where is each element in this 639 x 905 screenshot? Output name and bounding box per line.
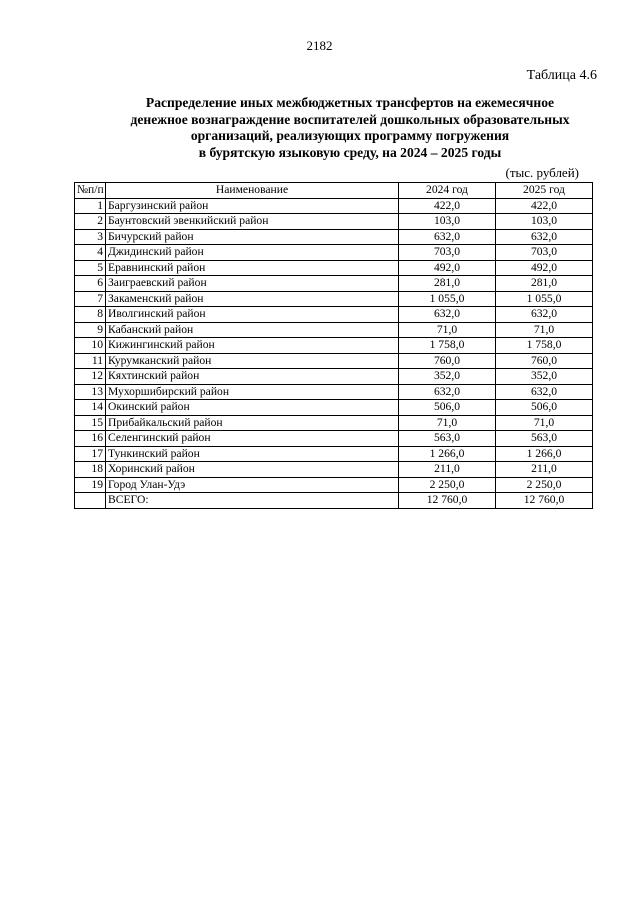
row-number: 6 [75, 276, 106, 292]
row-value-2025: 632,0 [496, 229, 593, 245]
row-name: Город Улан-Удэ [106, 477, 399, 493]
row-name: Заиграевский район [106, 276, 399, 292]
table-row [75, 198, 593, 214]
row-value-2024: 1 758,0 [399, 338, 496, 354]
row-value-2025: 2 250,0 [496, 477, 593, 493]
row-value-2024: 492,0 [399, 260, 496, 276]
table-row [75, 384, 593, 400]
row-name: Окинский район [106, 400, 399, 416]
title-line: денежное вознаграждение воспитателей дошкольных образовательных [130, 111, 570, 127]
row-value-2024: 563,0 [399, 431, 496, 447]
row-value-2024: 506,0 [399, 400, 496, 416]
row-name: Иволгинский район [106, 307, 399, 323]
row-number: 19 [75, 477, 106, 493]
row-value-2025: 352,0 [496, 369, 593, 385]
row-value-2025: 632,0 [496, 384, 593, 400]
row-value-2024: 352,0 [399, 369, 496, 385]
row-value-2025: 703,0 [496, 245, 593, 261]
row-name: Баргузинский район [106, 198, 399, 214]
row-value-2025: 71,0 [496, 322, 593, 338]
total-row [75, 493, 593, 509]
row-value-2025: 211,0 [496, 462, 593, 478]
row-value-2024: 422,0 [399, 198, 496, 214]
row-value-2025: 12 760,0 [496, 493, 593, 509]
row-number: 16 [75, 431, 106, 447]
row-name: Селенгинский район [106, 431, 399, 447]
row-value-2024: 2 250,0 [399, 477, 496, 493]
row-value-2024: 632,0 [399, 229, 496, 245]
row-name: Курумканский район [106, 353, 399, 369]
row-name: Закаменский район [106, 291, 399, 307]
row-name: Кабанский район [106, 322, 399, 338]
row-value-2025: 281,0 [496, 276, 593, 292]
row-number: 15 [75, 415, 106, 431]
header-number: №п/п [75, 183, 106, 199]
header-name: Наименование [106, 183, 399, 199]
row-number: 10 [75, 338, 106, 354]
row-value-2025: 1 758,0 [496, 338, 593, 354]
row-name: ВСЕГО: [106, 493, 399, 509]
header-2025: 2025 год [496, 183, 593, 199]
row-value-2024: 632,0 [399, 307, 496, 323]
row-number: 1 [75, 198, 106, 214]
row-name: Джидинский район [106, 245, 399, 261]
document-title [90, 95, 610, 161]
row-value-2024: 211,0 [399, 462, 496, 478]
header-2024: 2024 год [399, 183, 496, 199]
table-row [75, 291, 593, 307]
row-name: Еравнинский район [106, 260, 399, 276]
row-number: 14 [75, 400, 106, 416]
row-number: 18 [75, 462, 106, 478]
table-header-row [75, 183, 593, 199]
row-number: 4 [75, 245, 106, 261]
row-value-2024: 632,0 [399, 384, 496, 400]
row-value-2024: 1 055,0 [399, 291, 496, 307]
table-row [75, 477, 593, 493]
row-name: Баунтовский эвенкийский район [106, 214, 399, 230]
row-name: Кяхтинский район [106, 369, 399, 385]
table-row [75, 369, 593, 385]
row-number: 7 [75, 291, 106, 307]
row-number: 9 [75, 322, 106, 338]
row-value-2025: 103,0 [496, 214, 593, 230]
row-value-2025: 1 055,0 [496, 291, 593, 307]
table-row [75, 307, 593, 323]
row-value-2025: 506,0 [496, 400, 593, 416]
row-name: Хоринский район [106, 462, 399, 478]
row-value-2024: 1 266,0 [399, 446, 496, 462]
row-name: Тункинский район [106, 446, 399, 462]
row-number: 11 [75, 353, 106, 369]
row-number: 3 [75, 229, 106, 245]
row-value-2025: 422,0 [496, 198, 593, 214]
table-row [75, 338, 593, 354]
row-value-2024: 703,0 [399, 245, 496, 261]
table-body [75, 198, 593, 508]
table-row [75, 260, 593, 276]
row-name: Прибайкальский район [106, 415, 399, 431]
title-line: Распределение иных межбюджетных трансфертов на ежемесячное [145, 95, 555, 110]
transfers-table [74, 182, 593, 509]
row-value-2025: 492,0 [496, 260, 593, 276]
row-number: 5 [75, 260, 106, 276]
row-value-2025: 632,0 [496, 307, 593, 323]
page-number: 2182 [306, 38, 333, 53]
title-line: в бурятскую языковую среду, на 2024 – 2025 годы [198, 144, 502, 160]
row-name: Мухоршибирский район [106, 384, 399, 400]
row-value-2024: 71,0 [399, 415, 496, 431]
table-row [75, 400, 593, 416]
table-row [75, 462, 593, 478]
table-label: Таблица 4.6 [526, 68, 597, 83]
row-value-2024: 12 760,0 [399, 493, 496, 509]
row-value-2024: 760,0 [399, 353, 496, 369]
table-row [75, 322, 593, 338]
row-number: 8 [75, 307, 106, 323]
table-row [75, 229, 593, 245]
row-value-2024: 281,0 [399, 276, 496, 292]
row-value-2025: 1 266,0 [496, 446, 593, 462]
row-value-2024: 103,0 [399, 214, 496, 230]
table-row [75, 415, 593, 431]
row-name: Бичурский район [106, 229, 399, 245]
row-value-2025: 563,0 [496, 431, 593, 447]
units-label: (тыс. рублей) [505, 165, 579, 180]
table-row [75, 276, 593, 292]
table-row [75, 214, 593, 230]
row-value-2025: 760,0 [496, 353, 593, 369]
row-number: 12 [75, 369, 106, 385]
table-row [75, 431, 593, 447]
table-row [75, 446, 593, 462]
row-number [75, 493, 106, 509]
row-value-2025: 71,0 [496, 415, 593, 431]
table-row [75, 245, 593, 261]
title-line: организаций, реализующих программу погружения [190, 128, 510, 143]
row-value-2024: 71,0 [399, 322, 496, 338]
row-number: 2 [75, 214, 106, 230]
row-number: 17 [75, 446, 106, 462]
row-number: 13 [75, 384, 106, 400]
row-name: Кижингинский район [106, 338, 399, 354]
table-row [75, 353, 593, 369]
